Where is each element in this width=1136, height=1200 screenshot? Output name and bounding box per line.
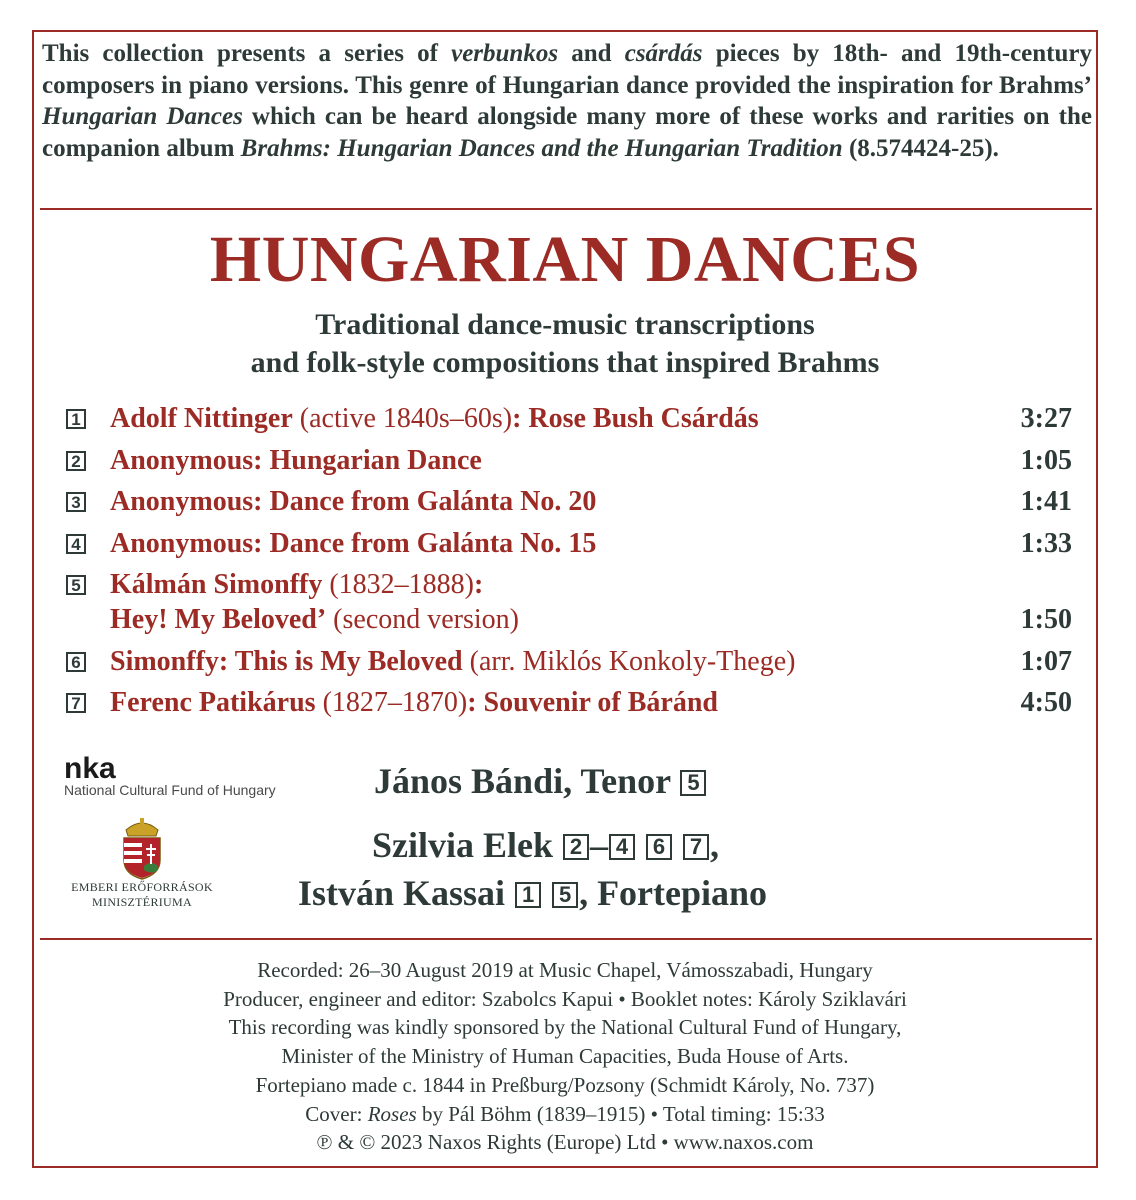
track-time: 3:27 [1020, 403, 1072, 434]
track-time: 1:33 [1020, 528, 1072, 559]
track-time: 1:50 [1020, 604, 1072, 635]
divider-bottom [40, 938, 1092, 940]
track-time: 1:05 [1020, 445, 1072, 476]
track-4: 4 Anonymous: Dance from Galánta No. 15 1:33 [66, 528, 1072, 564]
track-time: 1:07 [1020, 646, 1072, 677]
track-number: 2 [66, 451, 86, 471]
svg-text:nka: nka [64, 752, 116, 782]
nka-logo-icon [64, 752, 138, 782]
album-title: HUNGARIAN DANCES [209, 223, 921, 296]
album-subtitle [32, 306, 1098, 382]
copyright-line: ℗ & © 2023 Naxos Rights (Europe) Ltd • www.naxos.com [316, 1130, 814, 1155]
cover-credit: Cover: Roses by Pál Böhm (1839–1915) • Total timing: 15:33 [305, 1101, 825, 1126]
performer-kassai: István Kassai 1 5 , Fortepiano [298, 873, 768, 913]
track-number: 7 [66, 693, 86, 713]
subtitle-line-1: Traditional dance-music transcriptions [315, 308, 815, 341]
divider-top [40, 208, 1092, 210]
performer-tenor: János Bándi, Tenor 5 [374, 760, 707, 802]
track-number: 5 [66, 575, 86, 595]
track-7: 7 Ferenc Patikárus (1827–1870): Souvenir of Báránd 4:50 [66, 687, 1072, 723]
ministry-logo-text: EMBERI ERŐFORRÁSOK MINISZTÉRIUMA [71, 880, 213, 909]
track-number: 6 [66, 652, 86, 672]
track-1: 1 Adolf Nittinger (active 1840s–60s): Rose Bush Csárdás 3:27 [66, 403, 1072, 439]
recording-credits: Recorded: 26–30 August 2019 at Music Chapel, Vámosszabadi, Hungary Producer, engineer and editor: Szabolcs Kapui • Booklet notes: Károly Sziklavári This recording was kindly sponsored by the National Cultural Fund of Hungary, Minister of the Ministry of Human Capacities, Buda House of Arts. Fortepiano made c. 1844 in Preßburg/Pozsony (Schmidt Károly, No. 737) Cover: Roses by Pál Böhm (1839–1915) • Total timing: 15:33 ℗ & © 2023 Naxos Rights (Europe) Ltd • www.naxos.com [32, 956, 1098, 1157]
track-2: 2 Anonymous: Hungarian Dance 1:05 [66, 445, 1072, 481]
hungarian-crest-icon [114, 816, 170, 880]
track-6: 6 Simonffy: This is My Beloved (arr. Miklós Konkoly-Thege) 1:07 [66, 646, 1072, 682]
track-number: 4 [66, 534, 86, 554]
track-3: 3 Anonymous: Dance from Galánta No. 20 1:41 [66, 486, 1072, 522]
track-5: 5 Kálmán Simonffy (1832–1888): Hey! My Beloved’ (second version) 1:50 [66, 569, 1072, 639]
track-time: 1:41 [1020, 486, 1072, 517]
track-time: 4:50 [1020, 687, 1072, 718]
intro-paragraph: This collection presents a series of verbunkos and csárdás pieces by 18th- and 19th-century composers in piano versions. This genre of Hungarian dance provided the inspiration for Brahms’ Hungarian Dances which can be heard alongside many more of these works and rarities on the companion album Brahms: Hungarian Dances and the Hungarian Tradition (8.574424-25). [42, 40, 1092, 162]
track-number: 3 [66, 492, 86, 512]
performer-elek: Szilvia Elek 2 – 4 6 7 , [372, 825, 720, 865]
subtitle-line-2: and folk-style compositions that inspired Brahms [250, 346, 880, 379]
nka-logo-text: National Cultural Fund of Hungary [64, 782, 276, 798]
track-number: 1 [66, 409, 86, 429]
